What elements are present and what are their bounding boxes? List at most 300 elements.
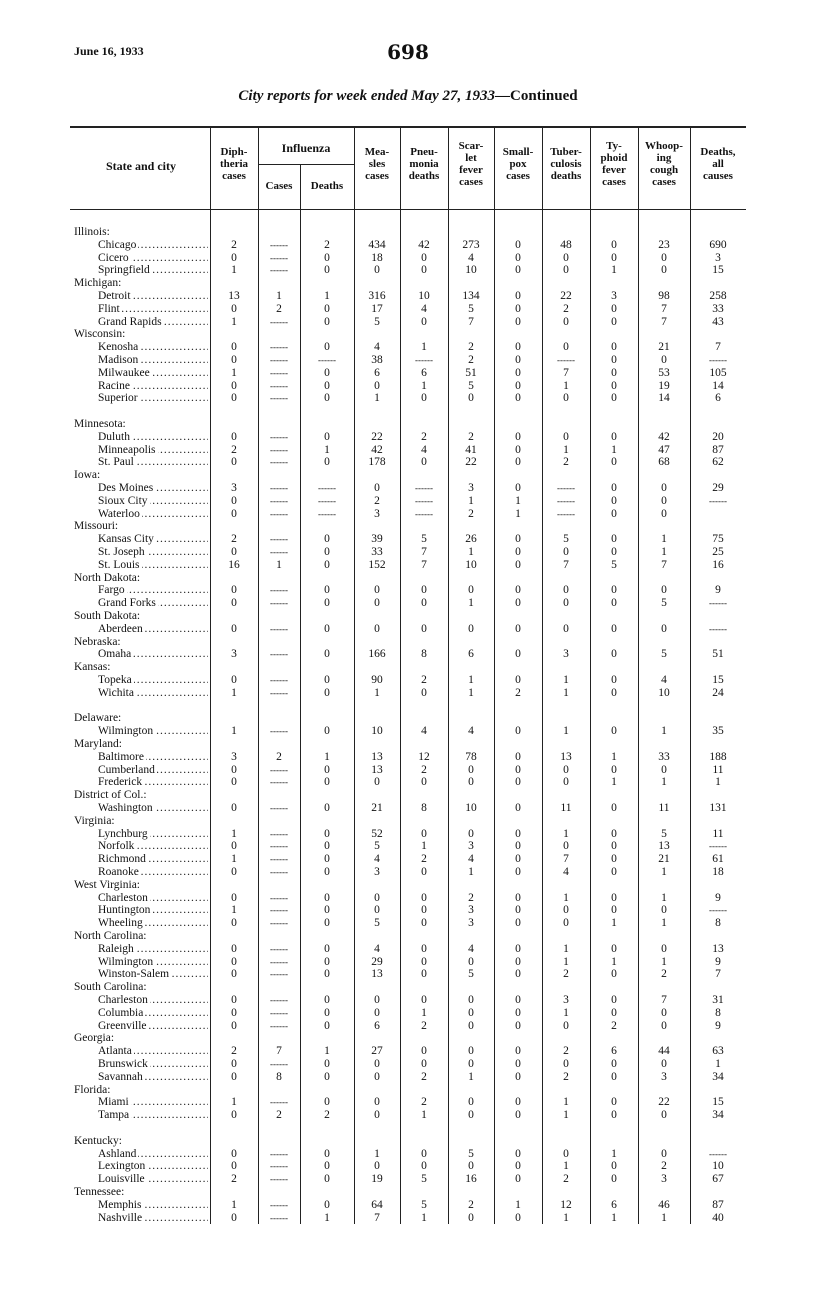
table-cell: 3 (468, 904, 474, 917)
table-cell: 0 (231, 802, 237, 814)
state-row (70, 469, 746, 482)
table-cell: 20 (712, 430, 724, 443)
table-cell: 0 (421, 891, 427, 904)
table-cell: 0 (515, 379, 521, 392)
state-row (70, 418, 746, 431)
city-row (70, 380, 746, 393)
table-cell: 0 (468, 1109, 474, 1122)
city-name: Norfolk (98, 840, 135, 853)
table-cell: 31 (712, 994, 724, 1006)
table-cell: 0 (468, 955, 474, 968)
table-cell: 0 (515, 1211, 521, 1224)
table-cell: 1 (563, 379, 569, 392)
table-cell: 10 (465, 558, 477, 571)
table-cell: 15 (712, 1096, 724, 1109)
city-row (70, 252, 746, 265)
table-cell: 0 (661, 584, 667, 597)
table-cell: 0 (374, 994, 380, 1006)
table-cell: 0 (661, 1109, 667, 1122)
table-cell: ------ (415, 508, 433, 519)
table-cell: 0 (611, 1160, 617, 1173)
table-cell: 0 (611, 456, 617, 469)
city-row (70, 764, 746, 777)
table-cell: 0 (611, 597, 617, 610)
table-cell: 0 (374, 1109, 380, 1122)
table-cell: 2 (276, 1109, 282, 1122)
table-cell: ------ (270, 239, 288, 250)
city-name: St. Joseph (98, 546, 145, 558)
state-name: Maryland: (74, 738, 122, 750)
table-cell: 29 (712, 482, 724, 494)
table-cell: 3 (661, 1070, 667, 1083)
table-cell: 4 (421, 302, 427, 315)
table-cell: 2 (276, 750, 282, 763)
table-cell: 0 (374, 1058, 380, 1070)
table-cell: 38 (371, 354, 383, 366)
table-cell: 0 (421, 968, 427, 981)
state-name: North Carolina: (74, 930, 147, 942)
city-row (70, 1058, 746, 1071)
city-name: Wilmington (98, 725, 154, 738)
table-cell: 0 (515, 866, 521, 878)
table-cell: 0 (515, 354, 521, 366)
table-cell: 0 (611, 533, 617, 546)
state-name: Kentucky: (74, 1134, 122, 1147)
table-cell: 1 (661, 776, 667, 789)
table-cell: 690 (709, 238, 727, 251)
table-cell: 0 (563, 840, 569, 853)
city-row (70, 495, 746, 508)
table-cell: 0 (421, 597, 427, 610)
table-cell: 0 (421, 622, 427, 635)
table-cell: 0 (661, 494, 667, 507)
table-cell: 0 (324, 776, 330, 789)
table-cell: 0 (324, 1147, 330, 1160)
table-cell: 0 (661, 251, 667, 264)
table-cell: ------ (709, 841, 727, 852)
table-cell: 52 (371, 827, 383, 840)
table-cell: 0 (611, 392, 617, 405)
table-cell: 41 (465, 443, 477, 456)
table-cell: 5 (421, 533, 427, 546)
table-cell: 19 (658, 379, 670, 392)
table-cell: 2 (468, 891, 474, 904)
table-cell: 0 (611, 968, 617, 981)
table-cell: 0 (515, 1173, 521, 1186)
header-whooping-l2: ing (656, 152, 672, 164)
table-cell: 1 (276, 290, 282, 302)
header-deaths-l2: all (712, 158, 724, 170)
influenza-subrule (258, 164, 354, 165)
table-cell: 10 (465, 264, 477, 277)
table-cell: 3 (374, 866, 380, 878)
table-cell: 44 (658, 1045, 670, 1058)
table-cell: 1 (563, 1006, 569, 1019)
table-cell: 4 (374, 942, 380, 955)
table-cell: 0 (611, 763, 617, 776)
header-deaths-l1: Deaths, (700, 146, 736, 158)
table-cell: 2 (468, 1198, 474, 1211)
table-cell: 2 (661, 1160, 667, 1173)
table-cell: 1 (324, 443, 330, 456)
city-name: Columbia (98, 1006, 144, 1019)
city-row (70, 1020, 746, 1033)
table-cell: ------ (270, 598, 288, 609)
table-cell: 0 (231, 430, 237, 443)
table-cell: 1 (421, 840, 427, 853)
table-cell: ------ (270, 918, 288, 929)
table-cell: 0 (515, 533, 521, 546)
table-cell: 0 (515, 942, 521, 955)
table-cell: 1 (661, 866, 667, 878)
table-cell: 0 (661, 622, 667, 635)
city-row (70, 431, 746, 444)
city-name: Cumberland (98, 763, 155, 776)
table-cell: 152 (368, 558, 386, 571)
table-cell: 0 (611, 507, 617, 520)
table-cell: 0 (515, 802, 521, 814)
table-cell: 2 (231, 1173, 237, 1186)
table-cell: 0 (324, 1019, 330, 1032)
table-cell: 5 (661, 827, 667, 840)
city-row (70, 828, 746, 841)
table-cell: 0 (468, 1211, 474, 1224)
table-cell: 2 (421, 1019, 427, 1032)
table-cell: 0 (611, 251, 617, 264)
table-cell: 13 (228, 290, 240, 302)
state-name: Kansas: (74, 661, 111, 674)
header-smallpox-l2: pox (509, 158, 527, 170)
city-name: Roanoke (98, 866, 139, 878)
table-cell: 2 (563, 456, 569, 469)
table-cell: 0 (515, 1109, 521, 1122)
table-cell: 1 (421, 1109, 427, 1122)
table-cell: 0 (231, 354, 237, 366)
table-cell: 1 (374, 392, 380, 405)
table-cell: 3 (563, 648, 569, 661)
header-whooping-cough (638, 140, 690, 188)
table-cell: 2 (374, 494, 380, 507)
state-row (70, 520, 746, 533)
state-name: Georgia: (74, 1032, 115, 1045)
table-cell: 1 (231, 725, 237, 738)
table-cell: 0 (611, 994, 617, 1006)
table-cell: 8 (276, 1070, 282, 1083)
table-cell: ------ (709, 355, 727, 365)
table-cell: 17 (371, 302, 383, 315)
table-cell: 1 (421, 379, 427, 392)
table-cell: 6 (611, 1045, 617, 1058)
city-name: Nashville (98, 1211, 143, 1224)
header-bottom-rule (70, 209, 746, 210)
table-cell: 3 (231, 482, 237, 494)
table-cell: 0 (611, 866, 617, 878)
city-name: Savannah (98, 1070, 143, 1083)
city-name: Lexington (98, 1160, 146, 1173)
table-cell: 16 (712, 558, 724, 571)
table-cell: 0 (611, 1109, 617, 1122)
table-cell: 22 (658, 1096, 670, 1109)
table-cell: 0 (563, 251, 569, 264)
table-cell: 0 (468, 584, 474, 597)
table-cell: 0 (515, 763, 521, 776)
city-row (70, 725, 746, 738)
table-cell: 0 (611, 1070, 617, 1083)
table-cell: 0 (611, 1006, 617, 1019)
table-cell: ------ (270, 431, 288, 442)
table-cell: 0 (324, 456, 330, 469)
city-row (70, 1212, 746, 1225)
state-row (70, 1032, 746, 1045)
table-cell: 1 (611, 776, 617, 789)
table-cell: 1 (276, 558, 282, 571)
header-measles-l2: sles (368, 158, 386, 170)
table-cell: 0 (515, 750, 521, 763)
table-cell: 0 (324, 302, 330, 315)
header-influenza-cases: Cases (265, 180, 293, 192)
city-row (70, 674, 746, 687)
city-name: Waterloo (98, 507, 140, 520)
header-scarlet-l1: Scar- (458, 140, 484, 152)
table-cell: 0 (231, 341, 237, 354)
table-cell: 0 (324, 392, 330, 405)
table-cell: 0 (324, 648, 330, 661)
table-cell: 1 (563, 443, 569, 456)
table-cell: 87 (712, 443, 724, 456)
header-diphtheria-l2: theria (219, 158, 249, 170)
table-cell: 0 (611, 853, 617, 866)
table-cell: 34 (712, 1070, 724, 1083)
table-cell: 7 (715, 341, 721, 354)
table-cell: 0 (611, 840, 617, 853)
table-cell: 3 (661, 1173, 667, 1186)
table-cell: 0 (611, 430, 617, 443)
table-cell: 47 (658, 443, 670, 456)
table-cell: 0 (468, 994, 474, 1006)
city-row (70, 1096, 746, 1109)
table-cell: 0 (421, 776, 427, 789)
city-name: Grand Rapids (98, 315, 162, 328)
table-cell: 10 (371, 725, 383, 738)
table-cell: 0 (374, 1006, 380, 1019)
table-cell: 1 (563, 1211, 569, 1224)
city-row (70, 943, 746, 956)
city-name: Wichita (98, 686, 134, 699)
table-cell: 5 (468, 302, 474, 315)
table-cell: 1 (661, 725, 667, 738)
header-whooping-l4: cases (652, 176, 676, 188)
header-typhoid-l4: cases (602, 176, 626, 188)
table-cell: ------ (270, 854, 288, 865)
table-cell: 0 (611, 494, 617, 507)
table-cell: 0 (324, 942, 330, 955)
table-cell: 1 (661, 891, 667, 904)
header-scarlet-fever (448, 140, 494, 188)
page-number: 698 (387, 40, 429, 64)
state-name: Tennessee: (74, 1186, 125, 1198)
table-cell: 0 (563, 904, 569, 917)
header-scarlet-l4: cases (459, 176, 483, 188)
table-cell: 1 (563, 1096, 569, 1109)
table-cell: 0 (661, 763, 667, 776)
table-cell: 2 (468, 354, 474, 366)
table-cell: 40 (712, 1211, 724, 1224)
state-name: North Dakota: (74, 571, 141, 584)
table-cell: 0 (231, 763, 237, 776)
table-cell: 1 (231, 904, 237, 917)
table-cell: 0 (468, 776, 474, 789)
table-cell: 87 (712, 1198, 724, 1211)
table-cell: 0 (231, 392, 237, 405)
table-cell: 3 (374, 507, 380, 520)
table-cell: 43 (712, 315, 724, 328)
header-smallpox-l3: cases (506, 170, 530, 182)
table-cell: 1 (324, 750, 330, 763)
table-cell: 0 (374, 622, 380, 635)
table-cell: 0 (324, 379, 330, 392)
state-row (70, 610, 746, 623)
table-cell: 0 (563, 315, 569, 328)
table-cell: 10 (658, 686, 670, 699)
table-cell: 1 (715, 1058, 721, 1070)
table-cell: 7 (661, 302, 667, 315)
table-cell: 0 (515, 1058, 521, 1070)
table-cell: 1 (324, 1045, 330, 1058)
table-cell: 10 (465, 802, 477, 814)
table-cell: 0 (563, 597, 569, 610)
table-cell: 0 (611, 942, 617, 955)
header-tuberculosis-l3: deaths (550, 170, 582, 182)
table-cell: 0 (231, 622, 237, 635)
header-typhoid-l2: phoid (600, 152, 628, 164)
table-cell: 0 (324, 430, 330, 443)
table-cell: 8 (421, 802, 427, 814)
city-name: Brunswick (98, 1058, 148, 1070)
table-cell: 1 (421, 1211, 427, 1224)
table-cell: 0 (515, 776, 521, 789)
table-cell: ------ (270, 1174, 288, 1185)
table-cell: 0 (611, 827, 617, 840)
table-cell: 0 (324, 686, 330, 699)
table-cell: 0 (421, 827, 427, 840)
table-cell: 0 (231, 1147, 237, 1160)
table-cell: 105 (709, 366, 727, 379)
table-cell: 0 (515, 1096, 521, 1109)
city-name: Fargo (98, 584, 125, 597)
table-cell: ------ (270, 623, 288, 634)
header-measles (354, 146, 400, 182)
table-cell: 0 (421, 315, 427, 328)
table-cell: 258 (709, 290, 727, 302)
city-name: Memphis (98, 1198, 142, 1211)
table-cell: 7 (468, 315, 474, 328)
table-cell: 0 (515, 558, 521, 571)
table-cell: 0 (611, 1173, 617, 1186)
city-row (70, 892, 746, 905)
table-cell: 0 (324, 955, 330, 968)
table-cell: 2 (231, 1045, 237, 1058)
header-typhoid-fever (590, 140, 638, 188)
table-cell: 3 (468, 917, 474, 930)
table-cell: ------ (318, 495, 336, 506)
table-cell: 1 (421, 1006, 427, 1019)
table-cell: 0 (374, 904, 380, 917)
table-cell: 0 (231, 546, 237, 558)
table-cell: 90 (371, 674, 383, 686)
table-cell: 0 (231, 456, 237, 469)
table-cell: 2 (611, 1019, 617, 1032)
header-pneumonia-l3: deaths (408, 170, 440, 182)
table-cell: ------ (270, 905, 288, 916)
table-cell: 0 (515, 392, 521, 405)
table-cell: 0 (515, 341, 521, 354)
table-cell: 63 (712, 1045, 724, 1058)
table-cell: 9 (715, 1019, 721, 1032)
header-whooping-l1: Whoop- (645, 140, 683, 152)
city-row (70, 546, 746, 559)
table-cell: 0 (563, 264, 569, 277)
table-cell: 0 (231, 379, 237, 392)
table-cell: 61 (712, 853, 724, 866)
table-cell: ------ (270, 380, 288, 391)
table-cell: 0 (421, 994, 427, 1006)
table-cell: ------ (270, 1097, 288, 1108)
table-cell: ------ (270, 943, 288, 954)
header-state-city: State and city (106, 159, 176, 173)
table-cell: 0 (374, 1070, 380, 1083)
table-cell: 0 (421, 1045, 427, 1058)
table-title-continued: —Continued (495, 88, 578, 104)
table-cell: 1 (468, 866, 474, 878)
table-cell: ------ (557, 495, 575, 506)
city-row (70, 866, 746, 879)
table-cell: 0 (324, 622, 330, 635)
table-cell: 0 (515, 674, 521, 686)
table-cell: ------ (709, 1148, 727, 1159)
table-cell: 0 (324, 891, 330, 904)
table-cell: 0 (324, 763, 330, 776)
table-cell: 0 (468, 763, 474, 776)
table-cell: 0 (324, 366, 330, 379)
table-cell: 7 (374, 1211, 380, 1224)
table-cell: 1 (374, 686, 380, 699)
table-cell: 0 (563, 341, 569, 354)
table-cell: 3 (468, 840, 474, 853)
table-cell: ------ (709, 495, 727, 506)
table-cell: 1 (611, 750, 617, 763)
header-measles-l1: Mea- (364, 146, 390, 158)
table-cell: 0 (515, 1006, 521, 1019)
table-cell: 0 (421, 1147, 427, 1160)
city-name: Duluth (98, 430, 130, 443)
table-cell: ------ (318, 508, 336, 519)
table-cell: 0 (515, 994, 521, 1006)
table-cell: 0 (231, 968, 237, 981)
header-pneumonia-l1: Pneu- (410, 146, 438, 158)
table-cell: 166 (368, 648, 386, 661)
table-cell: 62 (712, 456, 724, 469)
table-cell: 0 (515, 366, 521, 379)
state-name: District of Col.: (74, 789, 147, 802)
table-cell: 0 (515, 968, 521, 981)
city-row (70, 290, 746, 303)
table-cell: 1 (515, 494, 521, 507)
table-cell: ------ (557, 508, 575, 519)
table-cell: 0 (515, 430, 521, 443)
table-cell: 7 (563, 853, 569, 866)
table-cell: 273 (462, 238, 480, 251)
city-name: Flint (98, 302, 120, 315)
